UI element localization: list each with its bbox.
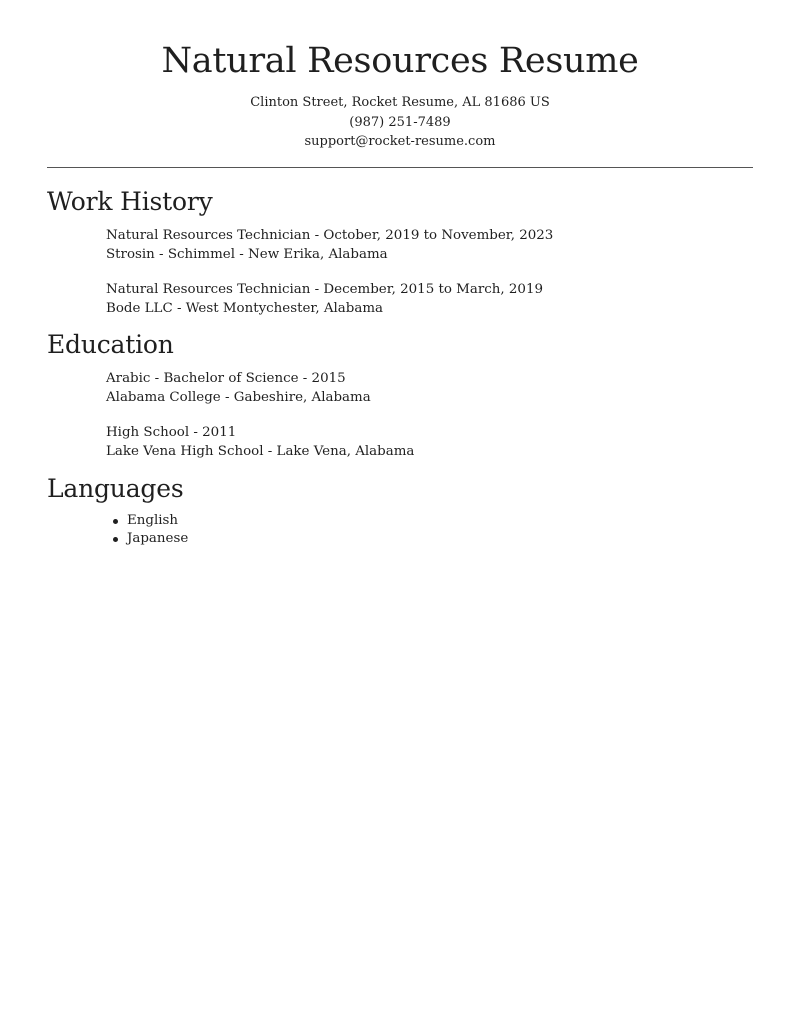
languages-list <box>106 512 188 548</box>
work-history-entry <box>106 227 553 264</box>
work-entry-title-line: Natural Resources Technician - December, 2015 to March, 2019 <box>106 282 543 297</box>
language-label: English <box>127 513 179 528</box>
section-title-languages: Languages <box>47 474 184 503</box>
section-title-education: Education <box>47 330 174 359</box>
contact-email: support@rocket-resume.com <box>304 134 496 149</box>
work-entry-title-line: Natural Resources Technician - October, 2019 to November, 2023 <box>106 228 554 243</box>
contact-block <box>0 93 800 152</box>
education-entry-school-line: Lake Vena High School - Lake Vena, Alabama <box>106 443 415 459</box>
work-history-entry <box>106 281 543 318</box>
bullet-icon <box>113 519 118 524</box>
education-entry-degree-line: Arabic - Bachelor of Science - 2015 <box>106 371 346 386</box>
education-entry <box>106 424 414 461</box>
resume-name: Natural Resources Resume <box>161 41 639 81</box>
header-divider <box>47 167 753 168</box>
contact-phone: (987) 251-7489 <box>349 114 451 130</box>
work-entry-employer-line: Strosin - Schimmel - New Erika, Alabama <box>106 246 388 262</box>
education-entry-degree-line: High School - 2011 <box>106 425 237 440</box>
language-item <box>106 512 188 530</box>
education-entry-school-line: Alabama College - Gabeshire, Alabama <box>106 389 371 405</box>
resume-header <box>0 38 800 152</box>
contact-address: Clinton Street, Rocket Resume, AL 81686 US <box>250 95 550 110</box>
bullet-icon <box>113 537 118 542</box>
section-title-work-history: Work History <box>47 187 213 216</box>
education-entry <box>106 370 371 407</box>
work-entry-employer-line: Bode LLC - West Montychester, Alabama <box>106 300 384 316</box>
language-label: Japanese <box>127 531 189 546</box>
language-item <box>106 530 188 548</box>
